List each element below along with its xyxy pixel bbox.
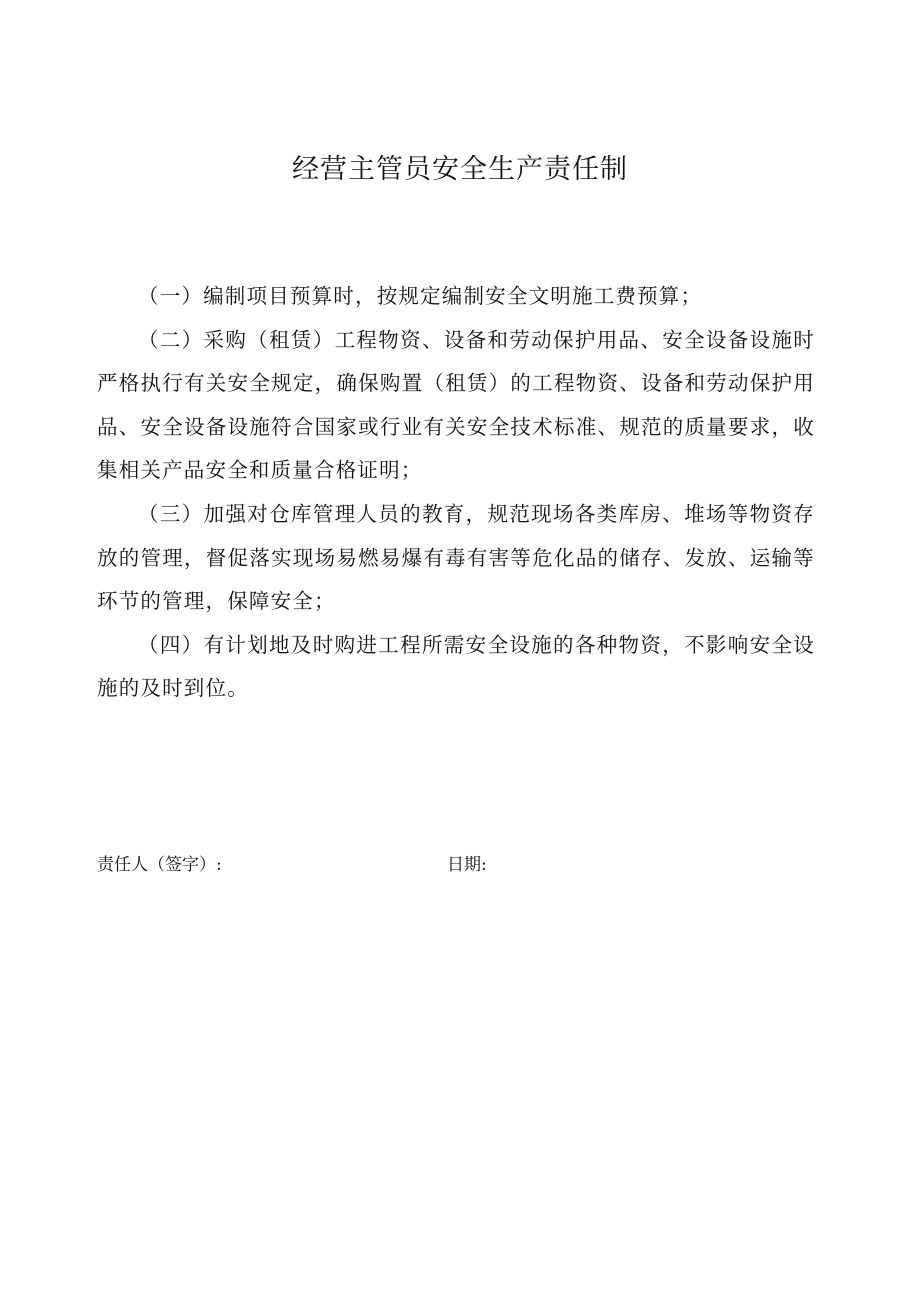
signature-label: 责任人（签字）: — [97, 855, 222, 875]
document-body — [97, 275, 815, 711]
clause-1: （一）编制项目预算时，按规定编制安全文明施工费预算； — [138, 284, 703, 308]
date-label: 日期: — [447, 855, 487, 875]
clause-4: （四）有计划地及时购进工程所需安全设施的各种物资，不影响安全设施的及时到位。 — [97, 632, 815, 701]
clause-2: （二）采购（租赁）工程物资、设备和劳动保护用品、安全设备设施时严格执行有关安全规定，确保购置（租赁）的工程物资、设备和劳动保护用品、安全设备设施符合国家或行业有关安全技术标准、规范的质量要求，收集相关产品安全和质量合格证明； — [97, 327, 815, 483]
page-title: 经营主管员安全生产责任制 — [292, 154, 628, 185]
clause-3: （三）加强对仓库管理人员的教育，规范现场各类库房、堆场等物资存放的管理，督促落实现场易燃易爆有毒有害等危化品的储存、发放、运输等环节的管理，保障安全； — [97, 501, 815, 614]
signature-footer — [97, 850, 815, 880]
